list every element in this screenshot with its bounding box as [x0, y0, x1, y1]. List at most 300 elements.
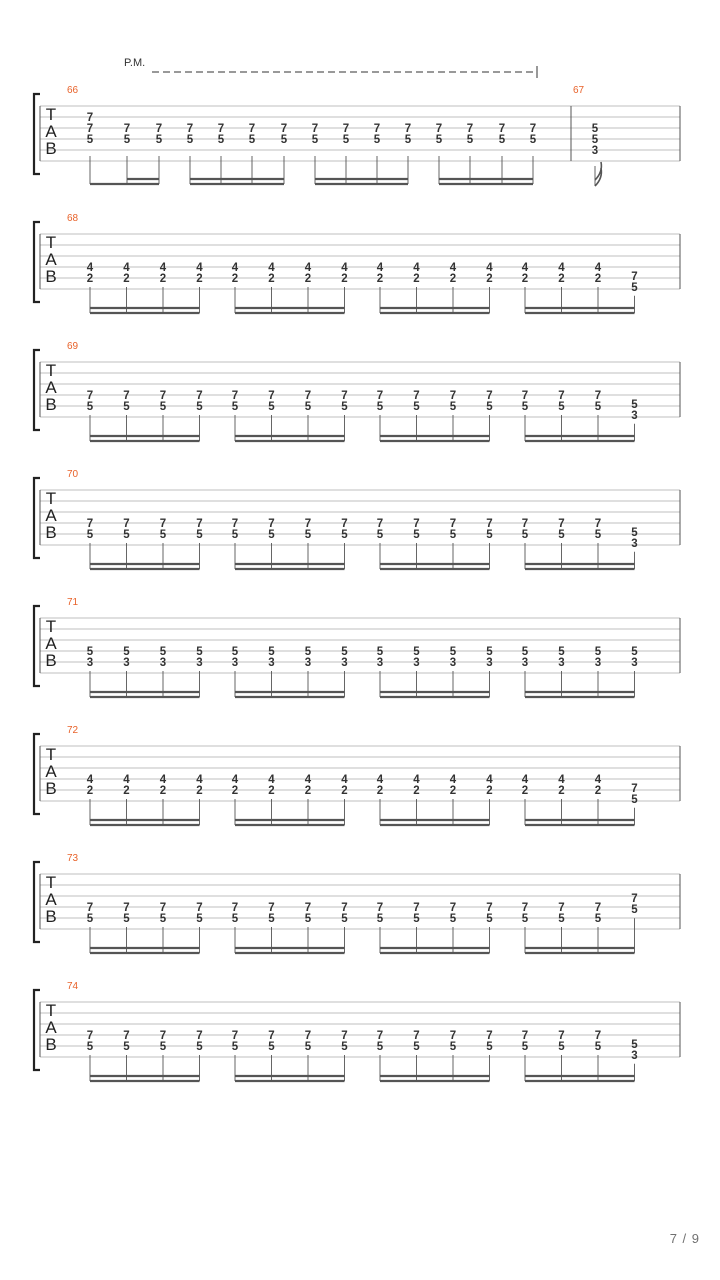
fret: 4 [86, 262, 94, 274]
tab-clef-letter: A [45, 122, 57, 141]
fret: 2 [594, 273, 602, 285]
fret: 7 [558, 902, 565, 914]
fret: 5 [86, 1041, 94, 1053]
fret: 7 [449, 1030, 457, 1042]
fret: 4 [413, 774, 420, 786]
fret: 5 [231, 646, 239, 658]
fret: 4 [594, 262, 602, 274]
tab-system [34, 981, 680, 1081]
fret: 4 [558, 774, 565, 786]
fret: 5 [413, 646, 420, 658]
fret: 4 [376, 262, 384, 274]
fret: 4 [558, 262, 565, 274]
fret: 2 [341, 785, 348, 797]
fret: 5 [594, 646, 602, 658]
fret: 2 [341, 273, 348, 285]
fret: 7 [376, 1030, 384, 1042]
fret: 5 [558, 1041, 565, 1053]
fret: 5 [196, 1041, 203, 1053]
fret: 2 [123, 785, 130, 797]
fret: 7 [311, 123, 319, 135]
fret: 3 [304, 657, 312, 669]
fret: 7 [376, 390, 384, 402]
system-bracket [34, 478, 40, 558]
measure-number: 69 [67, 341, 79, 352]
fret: 7 [304, 902, 312, 914]
tab-system [34, 597, 680, 697]
tab-system [34, 469, 680, 569]
fret: 7 [268, 902, 275, 914]
fret: 4 [196, 262, 203, 274]
fret: 3 [376, 657, 384, 669]
fret: 5 [594, 913, 602, 925]
tab-system [34, 341, 680, 441]
fret: 3 [341, 657, 348, 669]
fret: 5 [486, 401, 493, 413]
fret: 3 [631, 537, 638, 550]
fret: 4 [594, 774, 602, 786]
fret: 3 [558, 657, 565, 669]
fret: 4 [86, 774, 94, 786]
fret: 5 [86, 529, 94, 541]
fret: 5 [376, 401, 384, 413]
fret: 2 [558, 273, 565, 285]
fret: 3 [594, 657, 602, 669]
fret: 4 [413, 262, 420, 274]
fret: 7 [376, 902, 384, 914]
fret: 5 [558, 646, 565, 658]
fret: 2 [86, 273, 94, 285]
fret: 5 [449, 1041, 457, 1053]
fret: 4 [341, 262, 348, 274]
fret: 5 [341, 1041, 348, 1053]
fret: 5 [268, 646, 275, 658]
fret: 7 [498, 123, 506, 135]
fret: 3 [196, 657, 203, 669]
fret: 7 [435, 123, 443, 135]
fret: 7 [521, 902, 529, 914]
fret: 5 [186, 134, 194, 146]
fret: 5 [341, 529, 348, 541]
fret: 7 [341, 1030, 348, 1042]
fret: 3 [86, 657, 94, 669]
fret: 5 [231, 529, 239, 541]
fret: 5 [521, 401, 529, 413]
fret: 5 [558, 401, 565, 413]
measure-number: 68 [67, 213, 79, 224]
fret: 7 [86, 123, 94, 135]
fret: 3 [231, 657, 239, 669]
fret: 5 [449, 529, 457, 541]
fret: 2 [376, 273, 384, 285]
fret: 7 [86, 518, 94, 530]
fret: 5 [86, 913, 94, 925]
fret: 5 [86, 134, 94, 146]
fret: 5 [268, 529, 275, 541]
fret: 7 [123, 1030, 130, 1042]
fret: 4 [159, 262, 167, 274]
fret: 7 [341, 518, 348, 530]
fret: 5 [311, 134, 319, 146]
fret: 5 [123, 646, 130, 658]
fret: 5 [466, 134, 474, 146]
measure-number: 67 [573, 85, 585, 96]
tab-clef-letter: A [45, 506, 57, 525]
fret: 7 [280, 123, 288, 135]
fret: 4 [231, 262, 239, 274]
fret: 5 [196, 401, 203, 413]
fret: 7 [558, 518, 565, 530]
fret: 2 [159, 785, 167, 797]
fret: 4 [196, 774, 203, 786]
fret: 5 [486, 529, 493, 541]
measure-number: 74 [67, 981, 79, 992]
fret: 7 [486, 518, 493, 530]
tab-clef-letter: B [45, 651, 57, 670]
fret: 2 [521, 273, 529, 285]
tab-clef-letter: T [45, 489, 57, 508]
fret: 7 [196, 902, 203, 914]
fret: 3 [631, 657, 638, 669]
fret: 5 [631, 526, 638, 539]
fret: 7 [594, 1030, 602, 1042]
fret: 3 [486, 657, 493, 669]
fret: 7 [486, 390, 493, 402]
fret: 2 [231, 785, 239, 797]
fret: 7 [159, 390, 167, 402]
fret: 7 [231, 902, 239, 914]
fret: 5 [304, 529, 312, 541]
fret: 7 [449, 518, 457, 530]
fret: 2 [486, 273, 493, 285]
fret: 7 [86, 112, 94, 124]
tab-clef-letter: B [45, 779, 57, 798]
fret: 5 [268, 1041, 275, 1053]
fret: 5 [529, 134, 537, 146]
fret: 2 [413, 785, 420, 797]
fret: 7 [594, 518, 602, 530]
fret: 7 [486, 1030, 493, 1042]
fret: 7 [196, 518, 203, 530]
fret: 2 [123, 273, 130, 285]
fret: 5 [341, 913, 348, 925]
fret: 5 [631, 904, 638, 917]
system-bracket [34, 350, 40, 430]
fret: 5 [86, 646, 94, 658]
tab-clef-letter: B [45, 267, 57, 286]
fret: 5 [123, 401, 130, 413]
fret: 5 [521, 529, 529, 541]
measure-number: 72 [67, 725, 79, 736]
fret: 7 [341, 390, 348, 402]
fret: 5 [404, 134, 412, 146]
system-bracket [34, 862, 40, 942]
fret: 5 [248, 134, 256, 146]
fret: 5 [304, 401, 312, 413]
fret: 5 [231, 401, 239, 413]
fret: 7 [248, 123, 256, 135]
fret: 4 [304, 262, 312, 274]
fret: 7 [159, 902, 167, 914]
fret: 7 [196, 390, 203, 402]
fret: 4 [159, 774, 167, 786]
fret: 5 [304, 646, 312, 658]
fret: 5 [413, 913, 420, 925]
fret: 2 [231, 273, 239, 285]
fret: 5 [449, 401, 457, 413]
fret: 2 [196, 273, 203, 285]
fret: 3 [591, 145, 599, 157]
fret: 7 [413, 1030, 420, 1042]
fret: 4 [123, 262, 130, 274]
fret: 4 [376, 774, 384, 786]
tab-clef-letter: B [45, 395, 57, 414]
fret: 7 [404, 123, 412, 135]
fret: 5 [498, 134, 506, 146]
fret: 7 [268, 518, 275, 530]
fret: 7 [186, 123, 194, 135]
fret: 5 [631, 793, 638, 806]
measure-number: 70 [67, 469, 79, 480]
fret: 7 [376, 518, 384, 530]
fret: 7 [521, 1030, 529, 1042]
tab-clef-letter: T [45, 1001, 57, 1020]
tab-clef-letter: A [45, 378, 57, 397]
fret: 7 [304, 518, 312, 530]
fret: 7 [86, 902, 94, 914]
fret: 7 [558, 390, 565, 402]
fret: 5 [591, 134, 599, 146]
tab-clef-letter: A [45, 250, 57, 269]
fret: 3 [268, 657, 275, 669]
fret: 7 [631, 270, 638, 283]
fret: 5 [521, 913, 529, 925]
fret: 2 [159, 273, 167, 285]
palm-mute-label: P.M. [124, 57, 146, 69]
tab-clef-letter: B [45, 1035, 57, 1054]
fret: 5 [486, 913, 493, 925]
page-number: 7 / 9 [669, 1231, 700, 1246]
fret: 5 [155, 134, 163, 146]
fret: 7 [594, 902, 602, 914]
fret: 5 [376, 529, 384, 541]
fret: 5 [123, 1041, 130, 1053]
fret: 4 [521, 774, 529, 786]
fret: 5 [373, 134, 381, 146]
measure-number: 73 [67, 853, 79, 864]
fret: 4 [304, 774, 312, 786]
fret: 5 [631, 281, 638, 294]
fret: 7 [413, 518, 420, 530]
fret: 2 [449, 785, 457, 797]
fret: 5 [159, 529, 167, 541]
fret: 7 [268, 390, 275, 402]
fret: 5 [631, 646, 638, 658]
fret: 7 [155, 123, 163, 135]
fret: 4 [341, 774, 348, 786]
tab-clef-letter: B [45, 523, 57, 542]
fret: 7 [196, 1030, 203, 1042]
fret: 5 [341, 646, 348, 658]
fret: 4 [268, 262, 275, 274]
fret: 2 [486, 785, 493, 797]
fret: 7 [304, 390, 312, 402]
fret: 5 [449, 646, 457, 658]
fret: 4 [231, 774, 239, 786]
fret: 7 [521, 518, 529, 530]
fret: 7 [217, 123, 225, 135]
fret: 5 [342, 134, 350, 146]
fret: 2 [304, 785, 312, 797]
fret: 7 [558, 1030, 565, 1042]
measure-number: 71 [67, 597, 79, 608]
tab-system [34, 57, 680, 186]
tab-clef-letter: T [45, 105, 57, 124]
fret: 2 [449, 273, 457, 285]
tab-clef-letter: A [45, 762, 57, 781]
fret: 5 [123, 529, 130, 541]
fret: 7 [529, 123, 537, 135]
fret: 5 [196, 646, 203, 658]
tab-clef-letter: A [45, 1018, 57, 1037]
system-bracket [34, 606, 40, 686]
tab-clef-letter: T [45, 233, 57, 252]
fret: 5 [123, 913, 130, 925]
fret: 4 [521, 262, 529, 274]
fret: 5 [521, 1041, 529, 1053]
fret: 5 [631, 1038, 638, 1051]
tab-clef-letter: A [45, 634, 57, 653]
tab-clef-letter: B [45, 907, 57, 926]
fret: 7 [342, 123, 350, 135]
fret: 4 [486, 774, 493, 786]
tab-system [34, 213, 680, 313]
fret: 5 [486, 1041, 493, 1053]
fret: 7 [159, 518, 167, 530]
fret: 4 [268, 774, 275, 786]
fret: 5 [449, 913, 457, 925]
fret: 4 [449, 262, 457, 274]
fret: 7 [631, 893, 638, 906]
system-bracket [34, 990, 40, 1070]
fret: 5 [486, 646, 493, 658]
fret: 7 [123, 390, 130, 402]
fret: 5 [268, 401, 275, 413]
fret: 7 [631, 782, 638, 795]
fret: 7 [159, 1030, 167, 1042]
fret: 5 [435, 134, 443, 146]
measure-number: 66 [67, 85, 79, 96]
fret: 5 [304, 913, 312, 925]
tab-system [34, 853, 680, 953]
fret: 5 [231, 1041, 239, 1053]
tab-clef-letter: A [45, 890, 57, 909]
fret: 3 [631, 409, 638, 422]
fret: 3 [521, 657, 529, 669]
fret: 7 [449, 390, 457, 402]
fret: 5 [594, 1041, 602, 1053]
fret: 5 [558, 529, 565, 541]
fret: 5 [558, 913, 565, 925]
fret: 4 [486, 262, 493, 274]
fret: 2 [304, 273, 312, 285]
fret: 7 [123, 902, 130, 914]
fret: 5 [159, 1041, 167, 1053]
fret: 5 [268, 913, 275, 925]
fret: 7 [123, 123, 131, 135]
fret: 7 [268, 1030, 275, 1042]
fret: 2 [268, 785, 275, 797]
fret: 5 [159, 913, 167, 925]
fret: 2 [86, 785, 94, 797]
fret: 7 [304, 1030, 312, 1042]
fret: 2 [376, 785, 384, 797]
fret: 7 [86, 390, 94, 402]
fret: 5 [376, 646, 384, 658]
fret: 5 [594, 401, 602, 413]
fret: 5 [123, 134, 131, 146]
fret: 7 [373, 123, 381, 135]
fret: 5 [376, 1041, 384, 1053]
fret: 3 [123, 657, 130, 669]
system-bracket [34, 94, 40, 174]
fret: 5 [304, 1041, 312, 1053]
fret: 3 [631, 1049, 638, 1062]
fret: 7 [341, 902, 348, 914]
tab-clef-letter: T [45, 873, 57, 892]
fret: 7 [86, 1030, 94, 1042]
system-bracket [34, 734, 40, 814]
tab-clef-letter: B [45, 139, 57, 158]
fret: 7 [231, 1030, 239, 1042]
fret: 5 [376, 913, 384, 925]
fret: 3 [413, 657, 420, 669]
fret: 5 [231, 913, 239, 925]
fret: 5 [413, 529, 420, 541]
fret: 2 [196, 785, 203, 797]
fret: 5 [196, 529, 203, 541]
fret: 5 [341, 401, 348, 413]
fret: 5 [280, 134, 288, 146]
tab-clef-letter: T [45, 361, 57, 380]
tab-system [34, 725, 680, 825]
fret: 2 [268, 273, 275, 285]
fret: 3 [159, 657, 167, 669]
fret: 5 [413, 401, 420, 413]
fret: 7 [231, 390, 239, 402]
fret: 7 [231, 518, 239, 530]
fret: 5 [521, 646, 529, 658]
fret: 4 [123, 774, 130, 786]
fret: 2 [558, 785, 565, 797]
system-bracket [34, 222, 40, 302]
fret: 5 [217, 134, 225, 146]
fret: 7 [521, 390, 529, 402]
fret: 7 [466, 123, 474, 135]
fret: 7 [449, 902, 457, 914]
fret: 5 [594, 529, 602, 541]
fret: 7 [486, 902, 493, 914]
fret: 5 [196, 913, 203, 925]
fret: 2 [521, 785, 529, 797]
fret: 2 [413, 273, 420, 285]
fret: 4 [449, 774, 457, 786]
fret: 5 [159, 401, 167, 413]
tab-clef-letter: T [45, 617, 57, 636]
fret: 5 [86, 401, 94, 413]
fret: 2 [594, 785, 602, 797]
tab-clef-letter: T [45, 745, 57, 764]
